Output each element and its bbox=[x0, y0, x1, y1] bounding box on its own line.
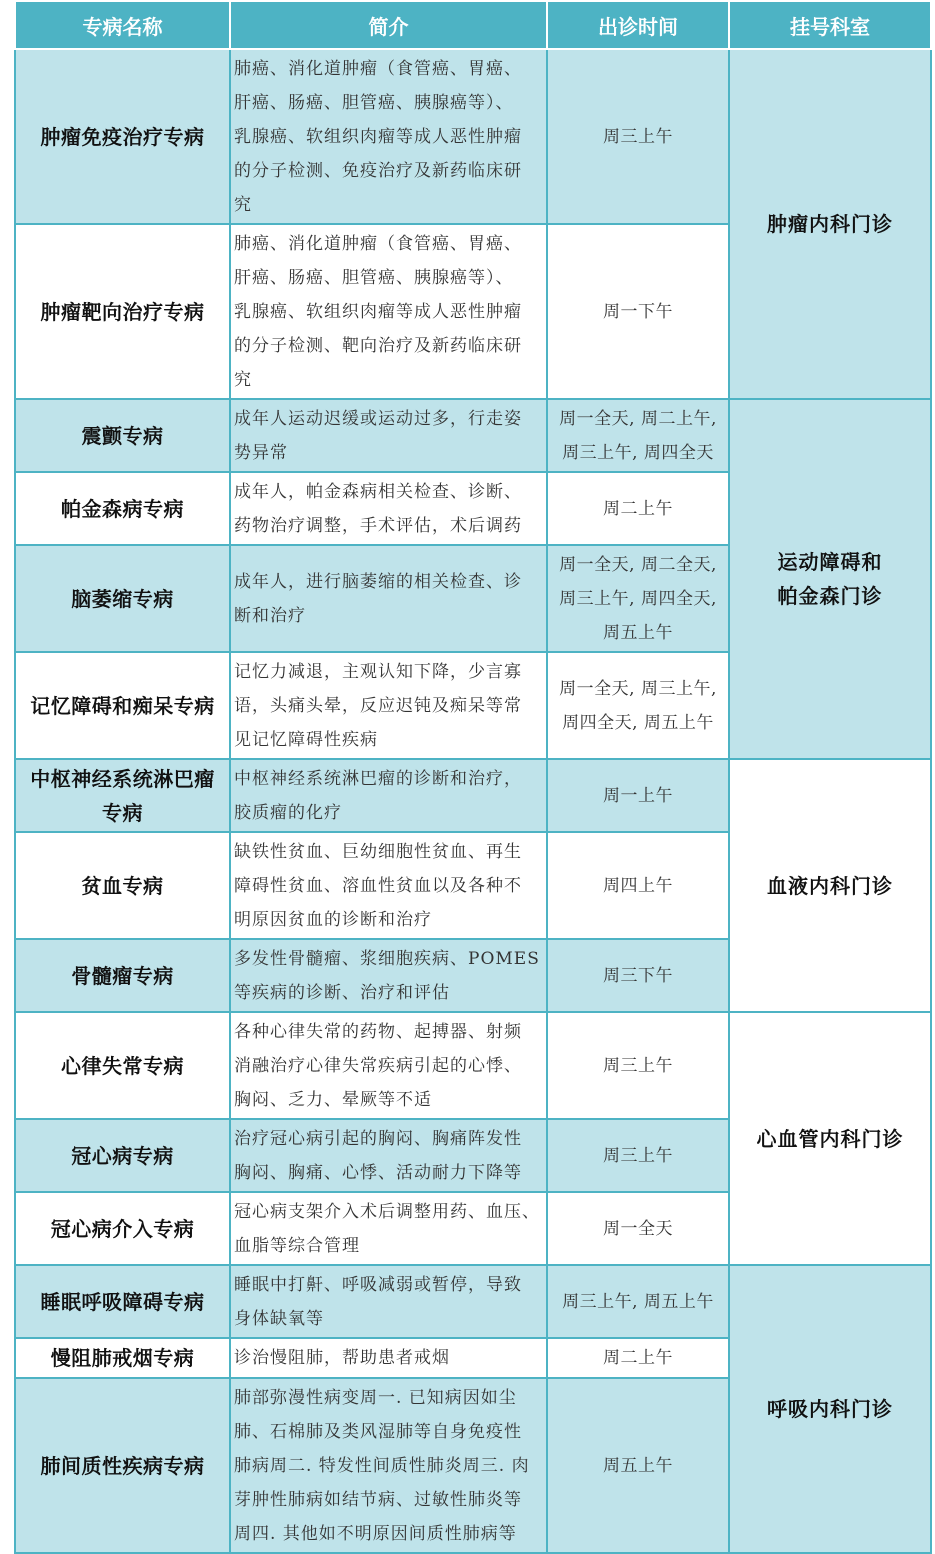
text-line: 语，头痛头晕，反应迟钝及痴呆等常 bbox=[234, 695, 522, 716]
description-cell bbox=[230, 1012, 547, 1119]
text-line: 胶质瘤的化疗 bbox=[234, 802, 342, 823]
description-cell bbox=[230, 224, 547, 399]
specialty-name-cell bbox=[15, 224, 230, 399]
text-line: 的分子检测、靶向治疗及新药临床研 bbox=[234, 335, 522, 356]
text-line: 帕金森病专病 bbox=[61, 496, 184, 521]
table-body bbox=[15, 49, 931, 1553]
text-line: 势异常 bbox=[234, 442, 288, 463]
text-line: 周一全天, 周二全天, bbox=[559, 554, 717, 575]
text-line: 记忆力减退，主观认知下降，少言寡 bbox=[234, 661, 522, 682]
text-line: 周三上午 bbox=[603, 1145, 673, 1166]
text-line: 胸闷、乏力、晕厥等不适 bbox=[234, 1089, 432, 1110]
text-line: 血液内科门诊 bbox=[767, 873, 893, 898]
text-line: 成年人，帕金森病相关检查、诊断、 bbox=[234, 481, 522, 502]
clinic-time-cell bbox=[547, 472, 729, 545]
text-line: 心血管内科门诊 bbox=[756, 1126, 904, 1151]
clinic-time-cell bbox=[547, 49, 729, 224]
specialty-name-cell bbox=[15, 759, 230, 832]
specialty-name-cell bbox=[15, 1012, 230, 1119]
specialty-name-cell bbox=[15, 939, 230, 1012]
text-line: 肺部弥漫性病变周一. 已知病因如尘 bbox=[234, 1387, 517, 1408]
specialty-name-cell bbox=[15, 1265, 230, 1338]
specialty-clinic-table bbox=[14, 0, 932, 1554]
specialty-name-cell bbox=[15, 472, 230, 545]
specialty-name-cell bbox=[15, 1378, 230, 1553]
text-line: 骨髓瘤专病 bbox=[71, 963, 174, 988]
text-line: 帕金森门诊 bbox=[777, 584, 883, 608]
table-row bbox=[15, 759, 931, 832]
description-cell bbox=[230, 1265, 547, 1338]
text-line: 运动障碍和 bbox=[777, 550, 883, 574]
text-line: 心律失常专病 bbox=[61, 1053, 184, 1078]
text-line: 周三上午 bbox=[603, 126, 673, 147]
text-line: 周四. 其他如不明原因间质性肺病等 bbox=[234, 1523, 517, 1544]
specialty-name-cell bbox=[15, 1192, 230, 1265]
clinic-time-cell bbox=[547, 652, 729, 759]
clinic-time-cell bbox=[547, 939, 729, 1012]
text-line: 消融治疗心律失常疾病引起的心悸、 bbox=[234, 1055, 522, 1076]
clinic-time-cell bbox=[547, 1192, 729, 1265]
clinic-time-cell bbox=[547, 399, 729, 472]
text-line: 睡眠中打鼾、呼吸减弱或暂停，导致 bbox=[234, 1274, 522, 1295]
text-line: 周三上午, 周四全天 bbox=[562, 442, 714, 463]
text-line: 周一全天, 周三上午, bbox=[559, 678, 717, 699]
text-line: 乳腺癌、软组织肉瘤等成人恶性肿瘤 bbox=[234, 126, 522, 147]
clinic-time-cell bbox=[547, 1119, 729, 1192]
description-cell bbox=[230, 1378, 547, 1553]
text-line: 周二上午 bbox=[603, 498, 673, 519]
text-line: 周一上午 bbox=[603, 785, 673, 806]
specialty-name-cell bbox=[15, 832, 230, 939]
description-cell bbox=[230, 939, 547, 1012]
specialty-name-cell bbox=[15, 49, 230, 224]
text-line: 脑萎缩专病 bbox=[71, 586, 174, 611]
department-cell bbox=[729, 1012, 931, 1265]
text-line: 诊治慢阻肺，帮助患者戒烟 bbox=[234, 1348, 450, 1368]
clinic-time-cell bbox=[547, 759, 729, 832]
text-line: 周三下午 bbox=[603, 965, 673, 986]
text-line: 记忆障碍和痴呆专病 bbox=[30, 693, 215, 718]
text-line: 究 bbox=[234, 194, 252, 215]
text-line: 肝癌、肠癌、胆管癌、胰腺癌等）、 bbox=[234, 267, 514, 288]
description-cell bbox=[230, 1338, 547, 1378]
department-cell bbox=[729, 399, 931, 759]
department-cell bbox=[729, 759, 931, 1012]
text-line: 周五上午 bbox=[603, 622, 673, 643]
text-line: 周三上午 bbox=[603, 1055, 673, 1076]
text-line: 肺、石棉肺及类风湿肺等自身免疫性 bbox=[234, 1421, 522, 1442]
table-row bbox=[15, 1265, 931, 1338]
text-line: 血脂等综合管理 bbox=[234, 1235, 360, 1256]
table-row bbox=[15, 49, 931, 224]
text-line: 肺间质性疾病专病 bbox=[40, 1453, 205, 1478]
text-line: 贫血专病 bbox=[81, 873, 164, 898]
clinic-time-cell bbox=[547, 1338, 729, 1378]
text-line: 肝癌、肠癌、胆管癌、胰腺癌等）、 bbox=[234, 92, 514, 113]
text-line: 的分子检测、免疫治疗及新药临床研 bbox=[234, 160, 522, 181]
text-line: 各种心律失常的药物、起搏器、射频 bbox=[234, 1021, 522, 1042]
text-line: 障碍性贫血、溶血性贫血以及各种不 bbox=[234, 875, 522, 896]
header-description: 简介 bbox=[230, 1, 547, 49]
clinic-time-cell bbox=[547, 545, 729, 652]
header-row bbox=[15, 1, 931, 49]
text-line: 胸闷、胸痛、心悸、活动耐力下降等 bbox=[234, 1162, 522, 1183]
text-line: 肿瘤免疫治疗专病 bbox=[40, 124, 205, 149]
text-line: 冠心病支架介入术后调整用药、血压、 bbox=[234, 1201, 540, 1222]
text-line: 治疗冠心病引起的胸闷、胸痛阵发性 bbox=[234, 1128, 522, 1149]
department-cell bbox=[729, 49, 931, 399]
text-line: 药物治疗调整，手术评估，术后调药 bbox=[234, 515, 522, 536]
text-line: 周三上午, 周五上午 bbox=[562, 1291, 714, 1312]
header-clinic-time: 出诊时间 bbox=[547, 1, 729, 49]
text-line: 肺癌、消化道肿瘤（食管癌、胃癌、 bbox=[234, 58, 522, 79]
header-specialty-name: 专病名称 bbox=[15, 1, 230, 49]
text-line: 慢阻肺戒烟专病 bbox=[50, 1346, 195, 1370]
specialty-name-cell bbox=[15, 1338, 230, 1378]
table-row bbox=[15, 399, 931, 472]
text-line: 中枢神经系统淋巴瘤的诊断和治疗， bbox=[234, 768, 522, 789]
text-line: 周四上午 bbox=[603, 875, 673, 896]
department-cell bbox=[729, 1265, 931, 1553]
text-line: 成年人运动迟缓或运动过多，行走姿 bbox=[234, 408, 522, 429]
text-line: 缺铁性贫血、巨幼细胞性贫血、再生 bbox=[234, 841, 522, 862]
description-cell bbox=[230, 1119, 547, 1192]
description-cell bbox=[230, 399, 547, 472]
text-line: 乳腺癌、软组织肉瘤等成人恶性肿瘤 bbox=[234, 301, 522, 322]
clinic-schedule-table-container bbox=[14, 0, 930, 1554]
description-cell bbox=[230, 759, 547, 832]
text-line: 肿瘤内科门诊 bbox=[767, 212, 893, 236]
text-line: 周一全天 bbox=[603, 1218, 673, 1239]
text-line: 身体缺氧等 bbox=[234, 1308, 324, 1329]
text-line: 周三上午, 周四全天, bbox=[559, 588, 717, 609]
text-line: 周一全天, 周二上午, bbox=[559, 408, 717, 429]
text-line: 周一下午 bbox=[603, 301, 673, 322]
clinic-time-cell bbox=[547, 1012, 729, 1119]
text-line: 肺癌、消化道肿瘤（食管癌、胃癌、 bbox=[234, 233, 522, 254]
text-line: 明原因贫血的诊断和治疗 bbox=[234, 909, 432, 930]
text-line: 周二上午 bbox=[603, 1348, 673, 1368]
text-line: 见记忆障碍性疾病 bbox=[234, 729, 378, 750]
clinic-time-cell bbox=[547, 224, 729, 399]
text-line: 多发性骨髓瘤、浆细胞疾病、POMES bbox=[234, 948, 540, 969]
description-cell bbox=[230, 545, 547, 652]
specialty-name-cell bbox=[15, 1119, 230, 1192]
text-line: 中枢神经系统淋巴瘤 bbox=[30, 766, 215, 791]
text-line: 究 bbox=[234, 369, 252, 390]
clinic-time-cell bbox=[547, 1378, 729, 1553]
text-line: 芽肿性肺病如结节病、过敏性肺炎等 bbox=[234, 1489, 522, 1510]
text-line: 肿瘤靶向治疗专病 bbox=[40, 299, 205, 324]
description-cell bbox=[230, 832, 547, 939]
description-cell bbox=[230, 472, 547, 545]
text-line: 睡眠呼吸障碍专病 bbox=[40, 1289, 205, 1314]
text-line: 呼吸内科门诊 bbox=[767, 1397, 893, 1421]
text-line: 专病 bbox=[102, 800, 143, 825]
text-line: 周四全天, 周五上午 bbox=[562, 712, 714, 733]
text-line: 周五上午 bbox=[603, 1455, 673, 1476]
text-line: 等疾病的诊断、治疗和评估 bbox=[234, 982, 450, 1003]
text-line: 震颤专病 bbox=[81, 423, 164, 448]
text-line: 冠心病介入专病 bbox=[50, 1216, 195, 1241]
clinic-time-cell bbox=[547, 832, 729, 939]
specialty-name-cell bbox=[15, 652, 230, 759]
text-line: 冠心病专病 bbox=[71, 1143, 174, 1168]
description-cell bbox=[230, 1192, 547, 1265]
description-cell bbox=[230, 49, 547, 224]
header-department: 挂号科室 bbox=[729, 1, 931, 49]
text-line: 成年人，进行脑萎缩的相关检查、诊 bbox=[234, 571, 522, 592]
description-cell bbox=[230, 652, 547, 759]
specialty-name-cell bbox=[15, 545, 230, 652]
text-line: 断和治疗 bbox=[234, 605, 306, 626]
table-row bbox=[15, 1012, 931, 1119]
text-line: 肺病周二. 特发性间质性肺炎周三. 肉 bbox=[234, 1455, 530, 1476]
specialty-name-cell bbox=[15, 399, 230, 472]
clinic-time-cell bbox=[547, 1265, 729, 1338]
